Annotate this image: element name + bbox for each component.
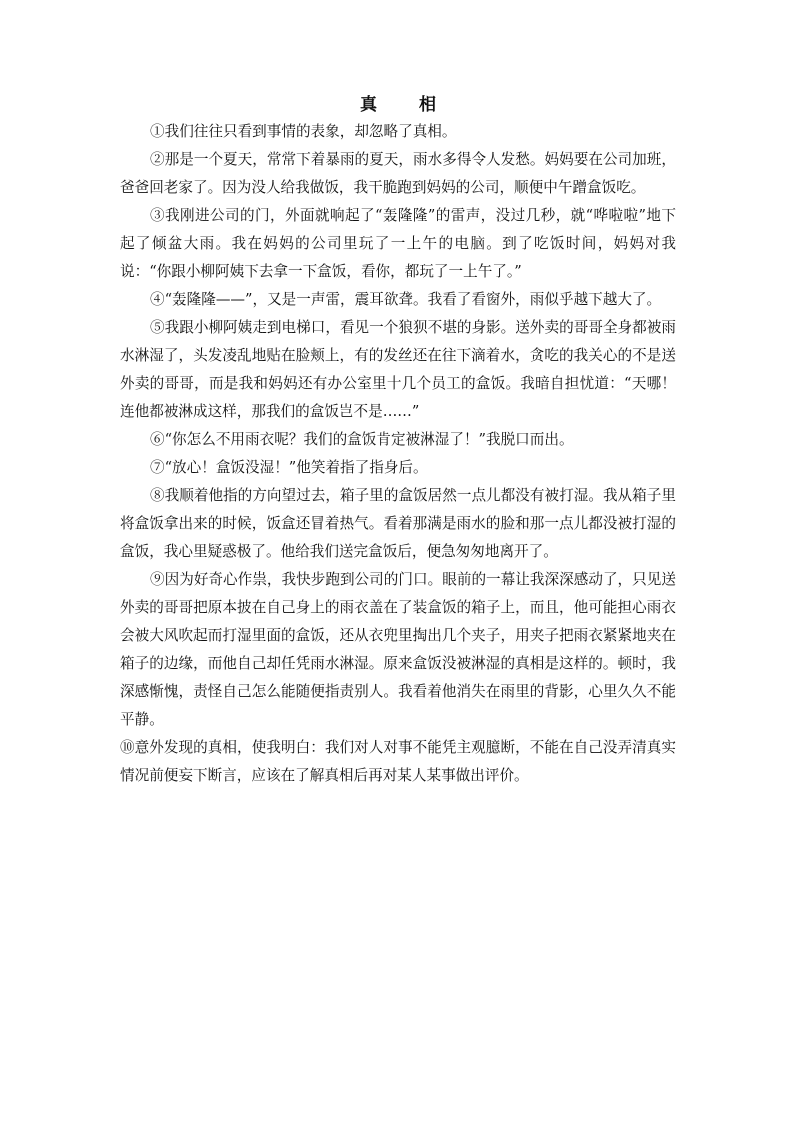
- paragraph-1: ①我们往往只看到事情的表象，却忽略了真相。: [150, 123, 457, 140]
- essay-title: 真 相: [360, 95, 454, 115]
- paragraph-7: ⑦“放心！盒饭没湿！”他笑着指了指身后。: [150, 459, 428, 476]
- paragraph-2: ②那是一个夏天，常常下着暴雨的夏天，雨水多得令人发愁。妈妈要在公司加班，爸爸回老家了。因为没人给我做饭，我干脆跑到妈妈的公司，顺便中午蹭盒饭吃。: [120, 151, 676, 196]
- paragraph-6: ⑥“你怎么不用雨衣呢？我们的盒饭肯定被淋湿了！”我脱口而出。: [150, 431, 574, 448]
- paragraph-8: ⑧我顺着他指的方向望过去，箱子里的盒饭居然一点儿都没有被打湿。我从箱子里将盒饭拿出来的时候，饭盒还冒着热气。看着那满是雨水的脸和那一点儿都没被打湿的盒饭，我心里疑惑极了。他给我们送完盒饭后，便急匆匆地离开了。: [120, 487, 676, 560]
- document-page: [120, 92, 676, 790]
- paragraph-5: ⑤我跟小柳阿姨走到电梯口，看见一个狼狈不堪的身影。送外卖的哥哥全身都被雨水淋湿了，头发凌乱地贴在脸颊上，有的发丝还在往下滴着水，贪吃的我关心的不是送外卖的哥哥，而是我和妈妈还有办公室里十几个员工的盒饭。我暗自担忧道：“天哪！连他都被淋成这样，那我们的盒饭岂不是……”: [120, 319, 676, 420]
- paragraph-3: ③我刚进公司的门，外面就响起了“轰隆隆”的雷声，没过几秒，就“哗啦啦”地下起了倾盆大雨。我在妈妈的公司里玩了一上午的电脑。到了吃饭时间，妈妈对我说：“你跟小柳阿姨下去拿一下盒饭，看你，都玩了一上午了。”: [120, 207, 676, 280]
- paragraph-4: ④“轰隆隆——”，又是一声雷，震耳欲聋。我看了看窗外，雨似乎越下越大了。: [150, 291, 662, 308]
- paragraph-10: ⑩意外发现的真相，使我明白：我们对人对事不能凭主观臆断，不能在自己没弄清真实情况前便妄下断言，应该在了解真相后再对某人某事做出评价。: [120, 739, 676, 784]
- paragraph-9: ⑨因为好奇心作祟，我快步跑到公司的门口。眼前的一幕让我深深感动了，只见送外卖的哥哥把原本披在自己身上的雨衣盖在了装盒饭的箱子上，而且，他可能担心雨衣会被大风吹起而打湿里面的盒饭，还从衣兜里掏出几个夹子，用夹子把雨衣紧紧地夹在箱子的边缘，而他自己却任凭雨水淋湿。原来盒饭没被淋湿的真相是这样的。顿时，我深感惭愧，责怪自己怎么能随便指责别人。我看着他消失在雨里的背影，心里久久不能平静。: [120, 571, 676, 728]
